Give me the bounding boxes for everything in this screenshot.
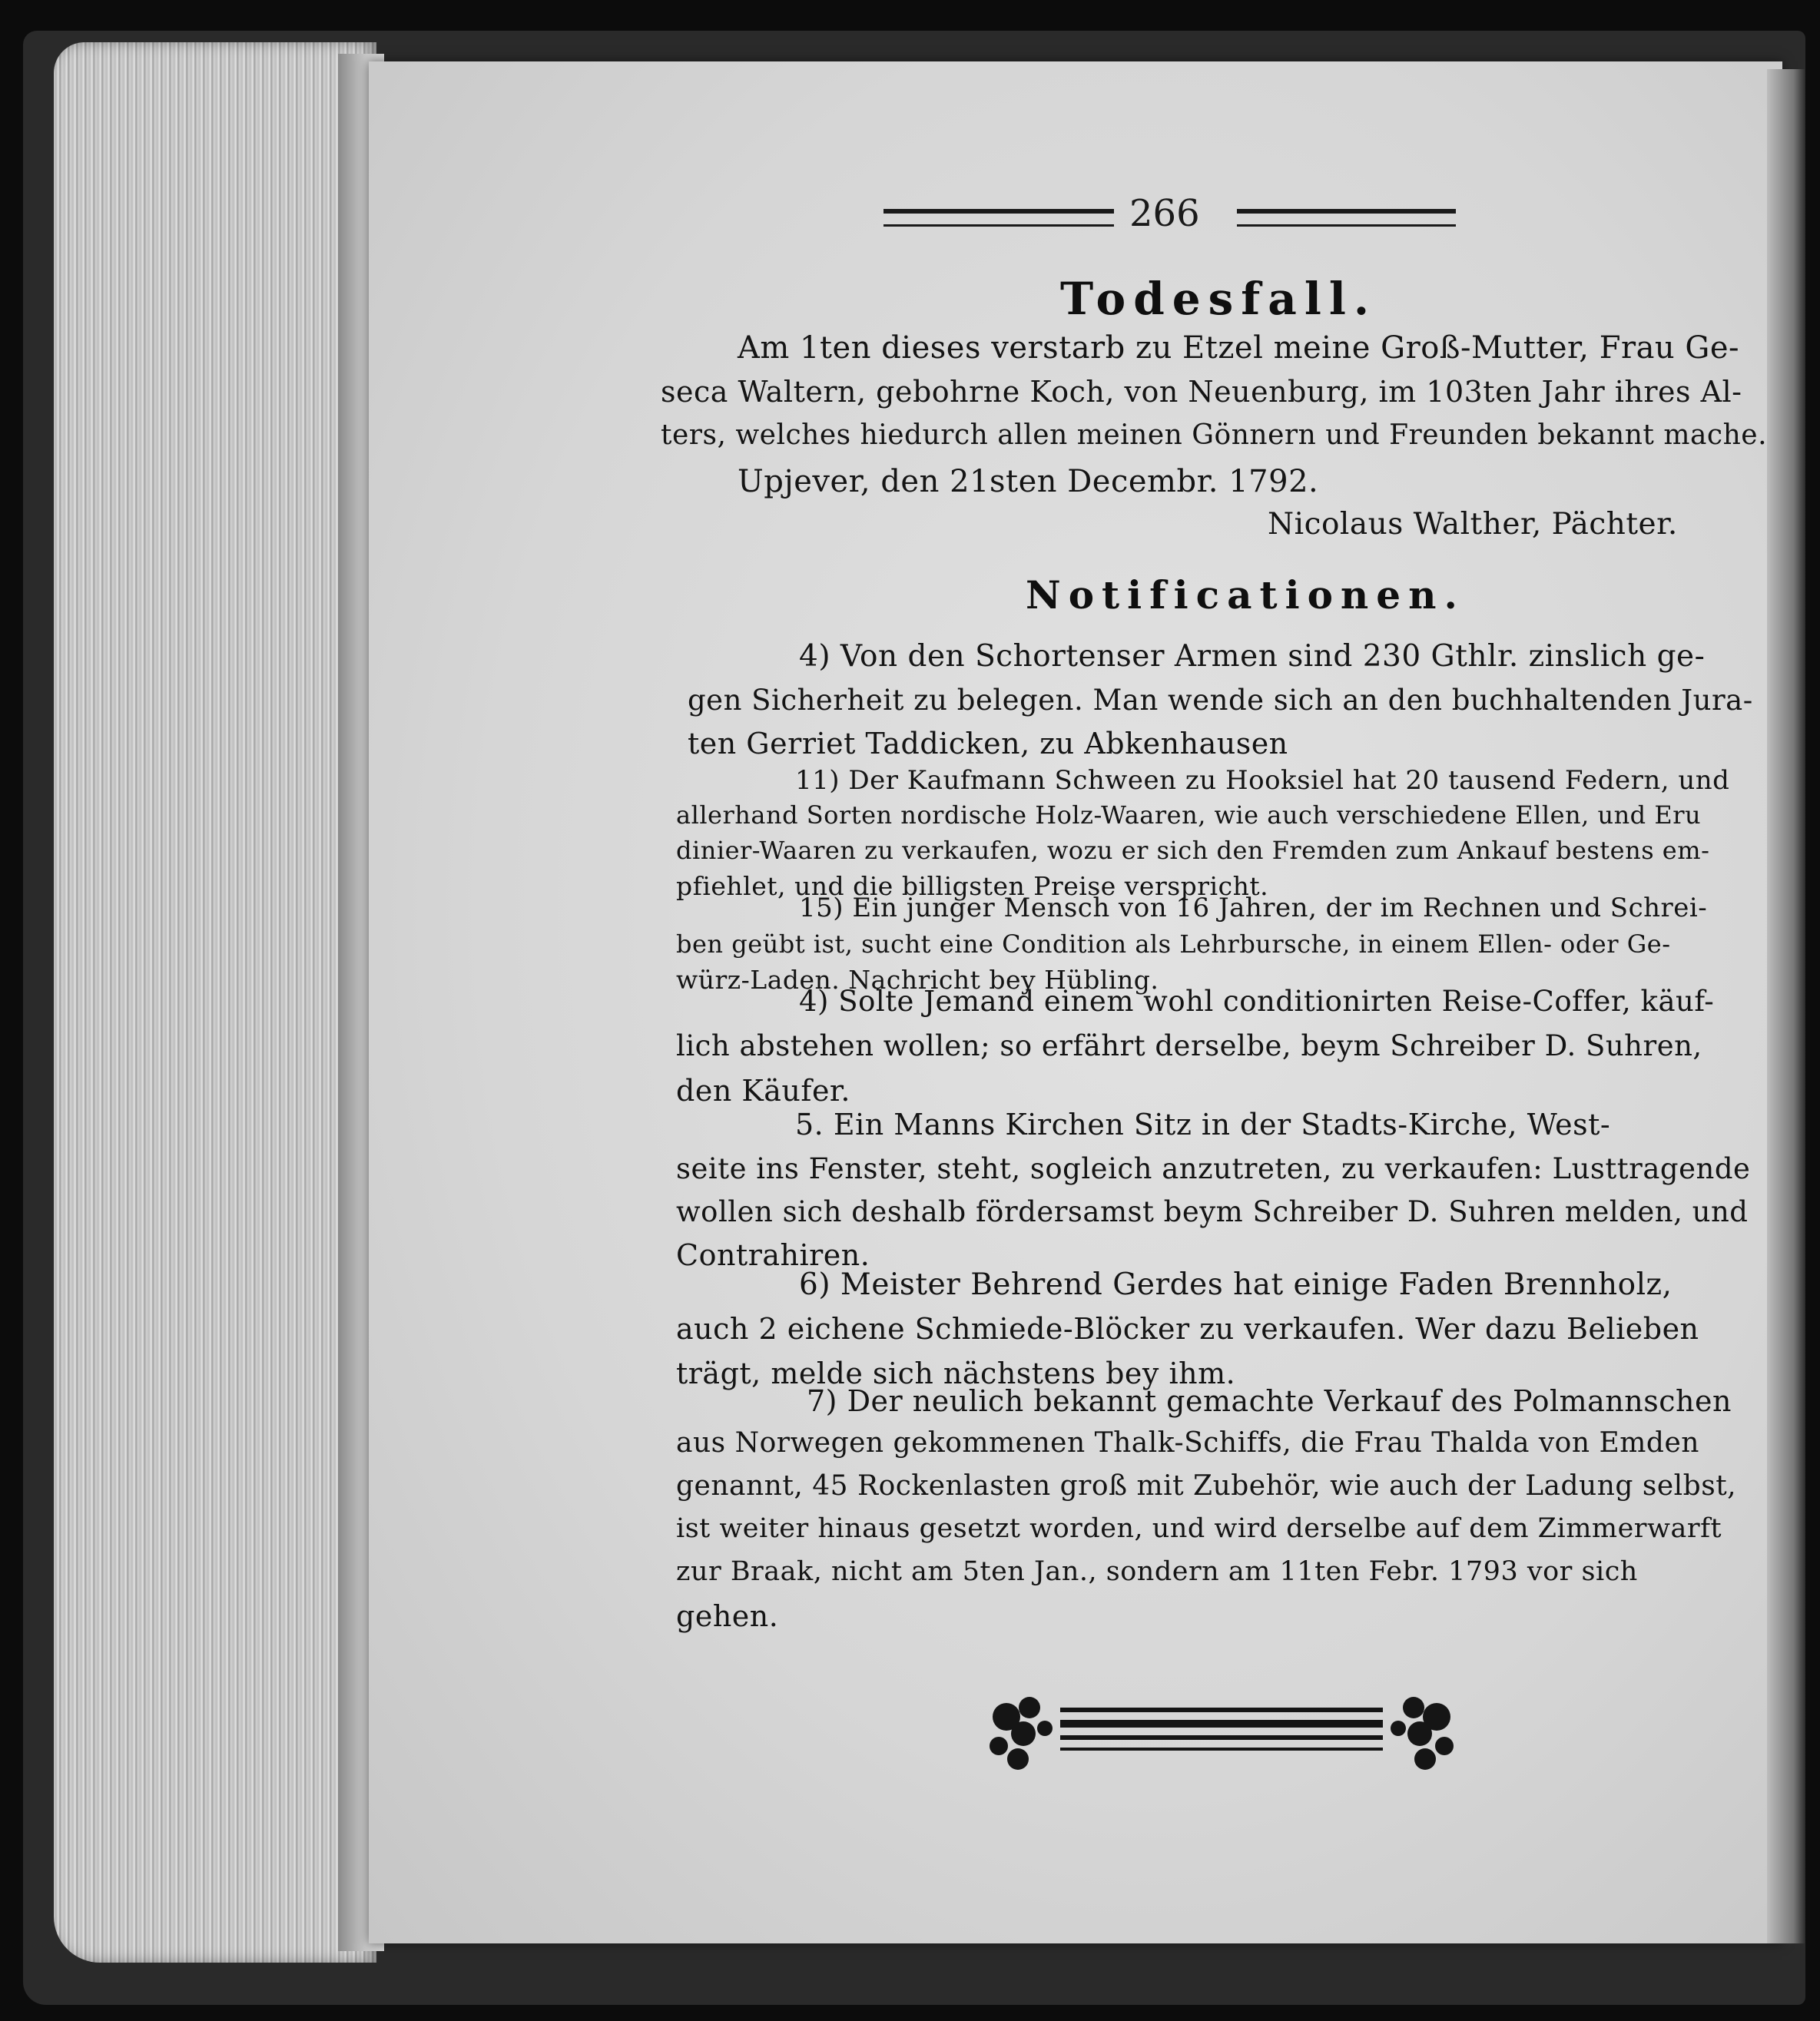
notification-line: auch 2 eichene Schmiede-Blöcker zu verkaufen. Wer dazu Belieben <box>676 1312 1699 1346</box>
notification-line: 15) Ein junger Mensch von 16 Jahren, der im Rechnen und Schrei- <box>799 893 1708 923</box>
death-notice-heading: Todesfall. <box>1060 273 1377 325</box>
notification-line: pfiehlet, und die billigsten Preise verspricht. <box>676 871 1269 901</box>
header-rule-right <box>1237 209 1456 227</box>
death-notice-line: seca Waltern, gebohrne Koch, von Neuenburg, im 103ten Jahr ihres Al- <box>661 375 1742 409</box>
notification-line: würz-Laden. Nachricht bey Hübling. <box>676 965 1159 995</box>
right-page-edge <box>1767 69 1805 1943</box>
notification-line: allerhand Sorten nordische Holz-Waaren, wie auch verschiedene Ellen, und Eru <box>676 800 1702 830</box>
notification-line: 7) Der neulich bekannt gemachte Verkauf des Polmannschen <box>807 1384 1732 1418</box>
notification-line: zur Braak, nicht am 5ten Jan., sondern am 11ten Febr. 1793 vor sich <box>676 1556 1638 1587</box>
notification-line: 6) Meister Behrend Gerdes hat einige Faden Brennholz, <box>799 1267 1672 1302</box>
page-block-edges <box>54 42 376 1963</box>
notification-line: wollen sich deshalb fördersamst beym Schreiber D. Suhren melden, und <box>676 1195 1749 1228</box>
death-notice-signature: Nicolaus Walther, Pächter. <box>1268 507 1678 542</box>
death-notice-line: Am 1ten dieses verstarb zu Etzel meine Groß-Mutter, Frau Ge- <box>738 330 1740 366</box>
notifications-heading: Notificationen. <box>1026 572 1465 618</box>
notification-line: aus Norwegen gekommenen Thalk-Schiffs, die Frau Thalda von Emden <box>676 1427 1699 1459</box>
notification-line: gen Sicherheit zu belegen. Man wende sich an den buchhaltenden Jura- <box>688 684 1753 717</box>
header-rule-left <box>883 209 1114 227</box>
notification-line: ben geübt ist, sucht eine Condition als Lehrbursche, in einem Ellen- oder Ge- <box>676 929 1671 959</box>
notification-line: dinier-Waaren zu verkaufen, wozu er sich den Fremden zum Ankauf bestens em- <box>676 836 1710 865</box>
notification-line: trägt, melde sich nächstens bey ihm. <box>676 1357 1236 1390</box>
notification-line: 5. Ein Manns Kirchen Sitz in der Stadts-Kirche, West- <box>795 1108 1611 1141</box>
notification-line: ist weiter hinaus gesetzt worden, und wird derselbe auf dem Zimmerwarft <box>676 1513 1722 1544</box>
notification-line: Contrahiren. <box>676 1238 870 1272</box>
notification-line: seite ins Fenster, steht, sogleich anzutreten, zu verkaufen: Lusttragende <box>676 1152 1751 1185</box>
notification-line: 4) Solte Jemand einem wohl conditionirten Reise-Coffer, käuf- <box>799 985 1715 1018</box>
notification-line: lich abstehen wollen; so erfährt derselbe, beym Schreiber D. Suhren, <box>676 1029 1702 1062</box>
printers-ornament-icon <box>976 1686 1467 1778</box>
notification-line: gehen. <box>676 1599 779 1633</box>
death-notice-line: ters, welches hiedurch allen meinen Gönnern und Freunden bekannt mache. <box>661 419 1768 451</box>
page-number: 266 <box>1129 192 1200 235</box>
death-notice-line: Upjever, den 21sten Decembr. 1792. <box>738 464 1319 499</box>
notification-line: 4) Von den Schortenser Armen sind 230 Gthlr. zinslich ge- <box>799 639 1706 674</box>
notification-line: genannt, 45 Rockenlasten groß mit Zubehör, wie auch der Ladung selbst, <box>676 1470 1737 1502</box>
notification-line: 11) Der Kaufmann Schween zu Hooksiel hat 20 tausend Federn, und <box>795 765 1730 796</box>
notification-line: ten Gerriet Taddicken, zu Abkenhausen <box>688 727 1288 760</box>
notification-line: den Käufer. <box>676 1074 851 1108</box>
